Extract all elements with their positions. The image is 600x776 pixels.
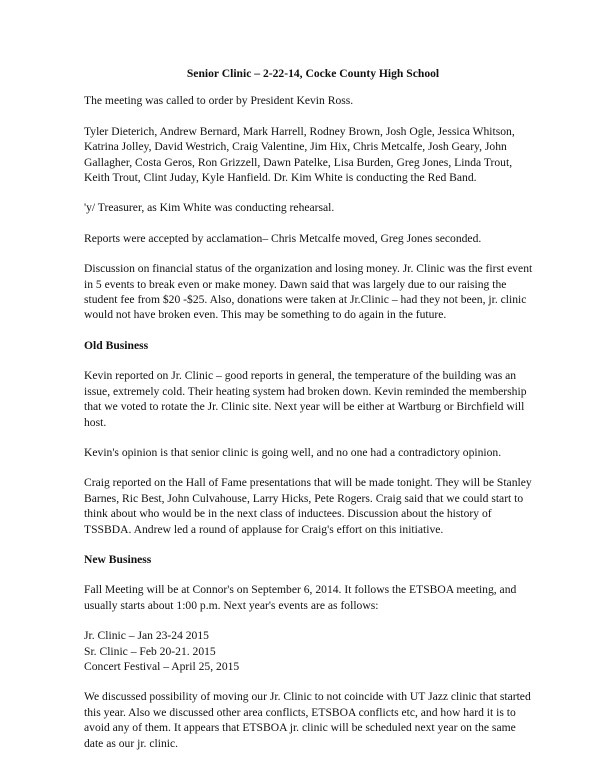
reports-accepted: Reports were accepted by acclamation– Chris Metcalfe moved, Greg Jones seconded.: [84, 231, 482, 245]
new-business-heading: New Business: [84, 552, 152, 566]
call-to-order: The meeting was called to order by President Kevin Ross.: [84, 94, 354, 108]
event-item: Sr. Clinic – Feb 20-21. 2015: [84, 644, 216, 658]
old-business-heading: Old Business: [84, 338, 149, 352]
new-business-fall-meeting: Fall Meeting will be at Connor's on September 6, 2014. It follows the ETSBOA meeting, and usually starts about 1:00 p.m. Next year's events are as follows:: [84, 583, 517, 612]
old-business-senior-clinic: Kevin's opinion is that senior clinic is going well, and no one had a contradictory opinion.: [84, 445, 502, 459]
old-business-jr-clinic: Kevin reported on Jr. Clinic – good reports in general, the temperature of the building was an issue, extremely cold. Their heating system had broken down. Kevin reminded the membership that we voted to rotate the Jr. Clinic site. Next year will be either at Wartburg or Birchfield will host.: [84, 369, 527, 429]
attendees-list: Tyler Dieterich, Andrew Bernard, Mark Harrell, Rodney Brown, Josh Ogle, Jessica Whitson, Katrina Jolley, David Westrich, Craig Valentine, Jim Hix, Chris Metcalfe, Josh Geary, John Gallagher, Costa Geros, Ron Grizzell, Dawn Patelke, Lisa Burden, Greg Jones, Linda Trout, Keith Trout, Clint Juday, Kyle Hanfield. Dr. Kim White is conducting the Red Band.: [84, 124, 515, 185]
treasurer-note: 'y/ Treasurer, as Kim White was conducting rehearsal.: [84, 201, 335, 215]
old-business-hall-of-fame: Craig reported on the Hall of Fame presentations that will be made tonight. They will be Stanley Barnes, Ric Best, John Culvahouse, Larry Hicks, Pete Rogers. Craig said that we could start to think about who would be in the next class of inductees. Discussion about the history of TSSBDA. Andrew led a round of applause for Craig's effort on this initiative.: [84, 476, 532, 536]
new-business-conflicts: We discussed possibility of moving our Jr. Clinic to not coincide with UT Jazz clinic that started this year. Also we discussed other area conflicts, ETSBOA conflicts etc, and how hard it is to avoid any of them. It appears that ETSBOA jr. clinic will be scheduled next year on the same date as our jr. clinic.: [84, 690, 531, 750]
document-title: Senior Clinic – 2-22-14, Cocke County High School: [186, 67, 440, 80]
event-item: Concert Festival – April 25, 2015: [84, 659, 240, 673]
financial-discussion: Discussion on financial status of the organization and losing money. Jr. Clinic was the first event in 5 events to break even or make money. Dawn said that was largely due to our raising the student fee from $20 -$25. Also, donations were taken at Jr.Clinic – had they not been, jr. clinic would not have broken even. This may be something to do again in the future.: [84, 262, 533, 322]
event-item: Jr. Clinic – Jan 23-24 2015: [84, 629, 209, 643]
events-list: [84, 628, 536, 674]
